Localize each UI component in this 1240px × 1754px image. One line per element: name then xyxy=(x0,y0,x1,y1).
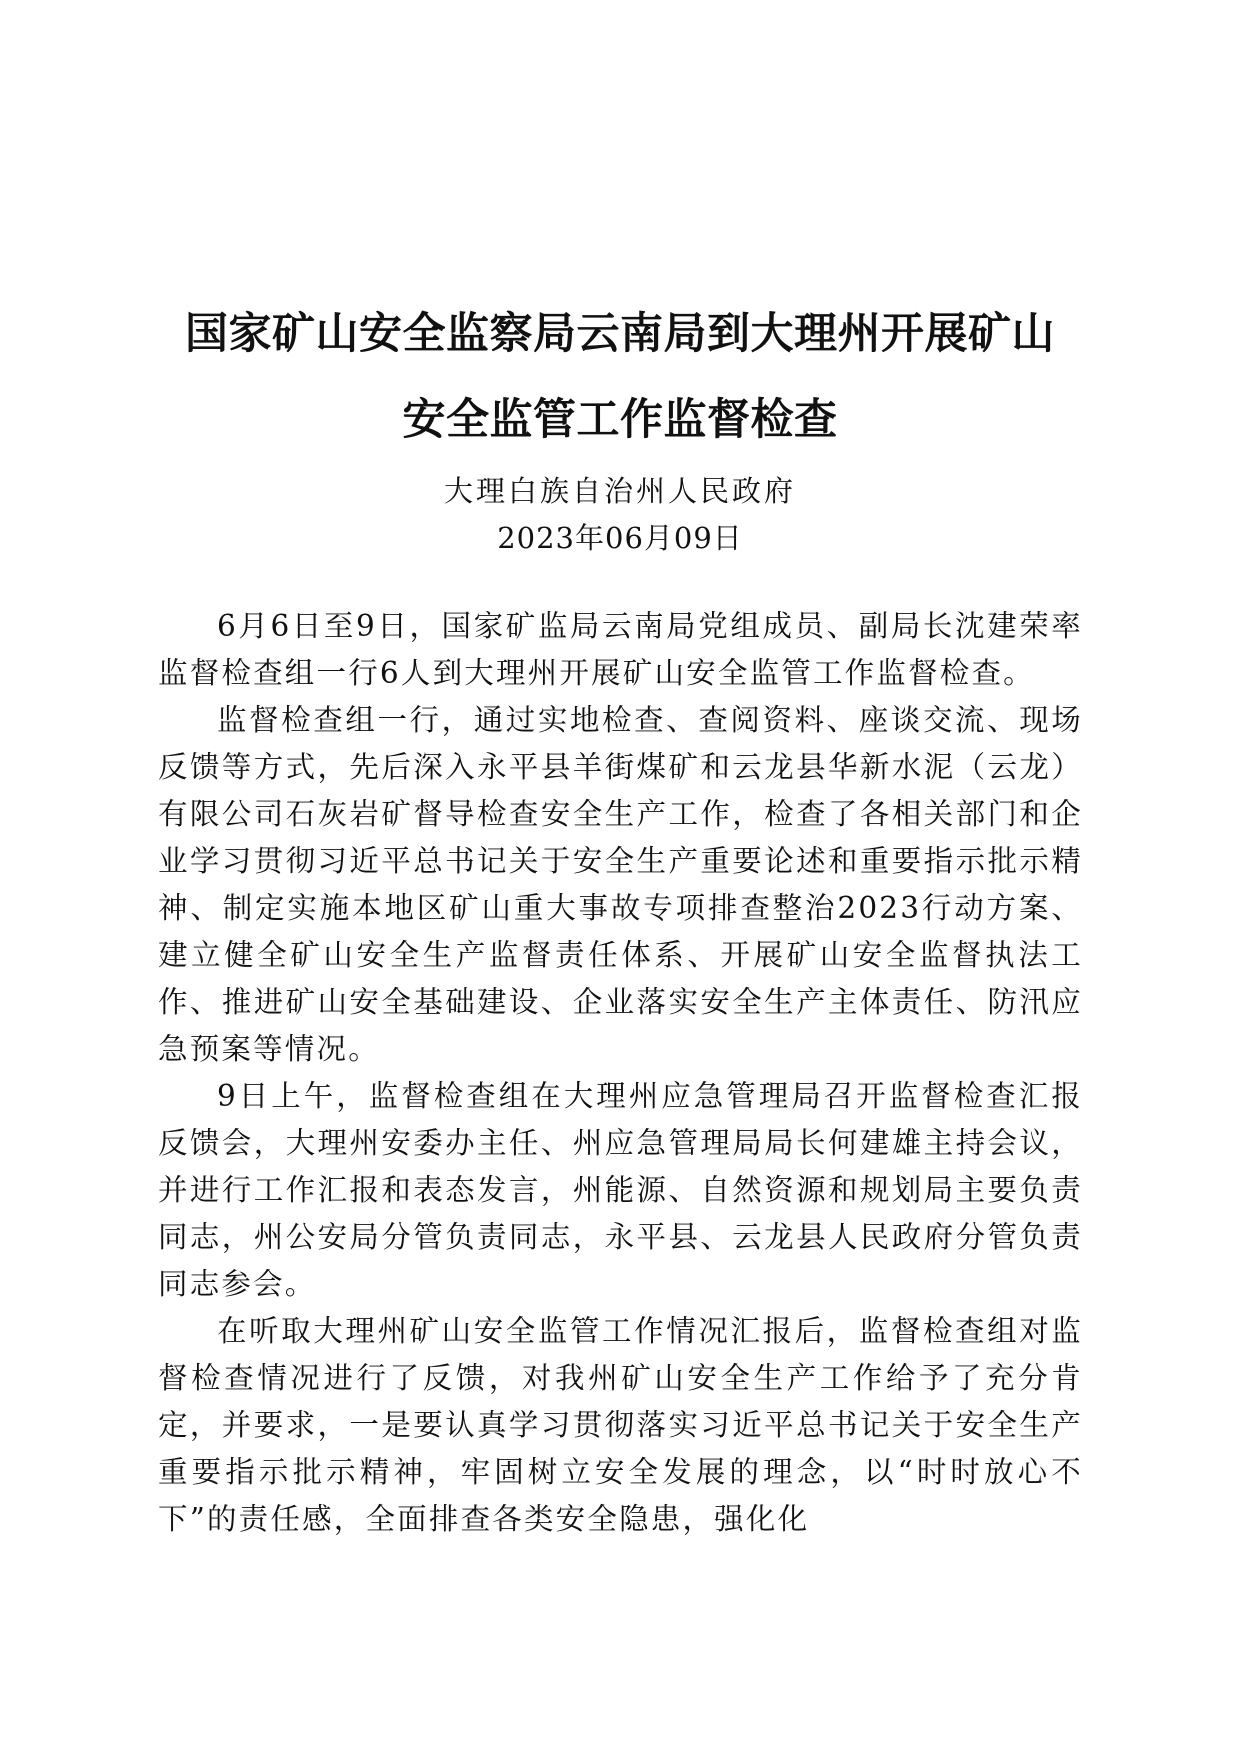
paragraph-3: 9日上午，监督检查组在大理州应急管理局召开监督检查汇报反馈会，大理州安委办主任、州应急管理局局长何建雄主持会议，并进行工作汇报和表态发言，州能源、自然资源和规划局主要负责同志，州公安局分管负责同志，永平县、云龙县人民政府分管负责同志参会。 xyxy=(158,1079,1083,1301)
title-line-2: 安全监管工作监督检查 xyxy=(402,395,838,445)
paragraph-1: 6月6日至9日，国家矿监局云南局党组成员、副局长沈建荣率监督检查组一行6人到大理州开展矿山安全监管工作监督检查。 xyxy=(158,609,1083,690)
title-line-1: 国家矿山安全监察局云南局到大理州开展矿山 xyxy=(185,309,1055,359)
paragraph-4: 在听取大理州矿山安全监管工作情况汇报后，监督检查组对监督检查情况进行了反馈，对我州矿山安全生产工作给予了充分肯定，并要求，一是要认真学习贯彻落实习近平总书记关于安全生产重要指示批示精神，牢固树立安全发展的理念，以“时时放心不下”的责任感，全面排查各类安全隐患，强化化 xyxy=(158,1314,1083,1536)
publish-date: 2023年06月09日 xyxy=(497,521,743,555)
paragraph-2: 监督检查组一行，通过实地检查、查阅资料、座谈交流、现场反馈等方式，先后深入永平县羊街煤矿和云龙县华新水泥（云龙）有限公司石灰岩矿督导检查安全生产工作，检查了各相关部门和企业学习贯彻习近平总书记关于安全生产重要论述和重要指示批示精神、制定实施本地区矿山重大事故专项排查整治2023行动方案、建立健全矿山安全生产监督责任体系、开展矿山安全监督执法工作、推进矿山安全基础建设、企业落实安全生产主体责任、防汛应急预案等情况。 xyxy=(158,703,1083,1066)
article-body xyxy=(158,603,1083,1543)
issuer: 大理白族自治州人民政府 xyxy=(443,474,796,508)
